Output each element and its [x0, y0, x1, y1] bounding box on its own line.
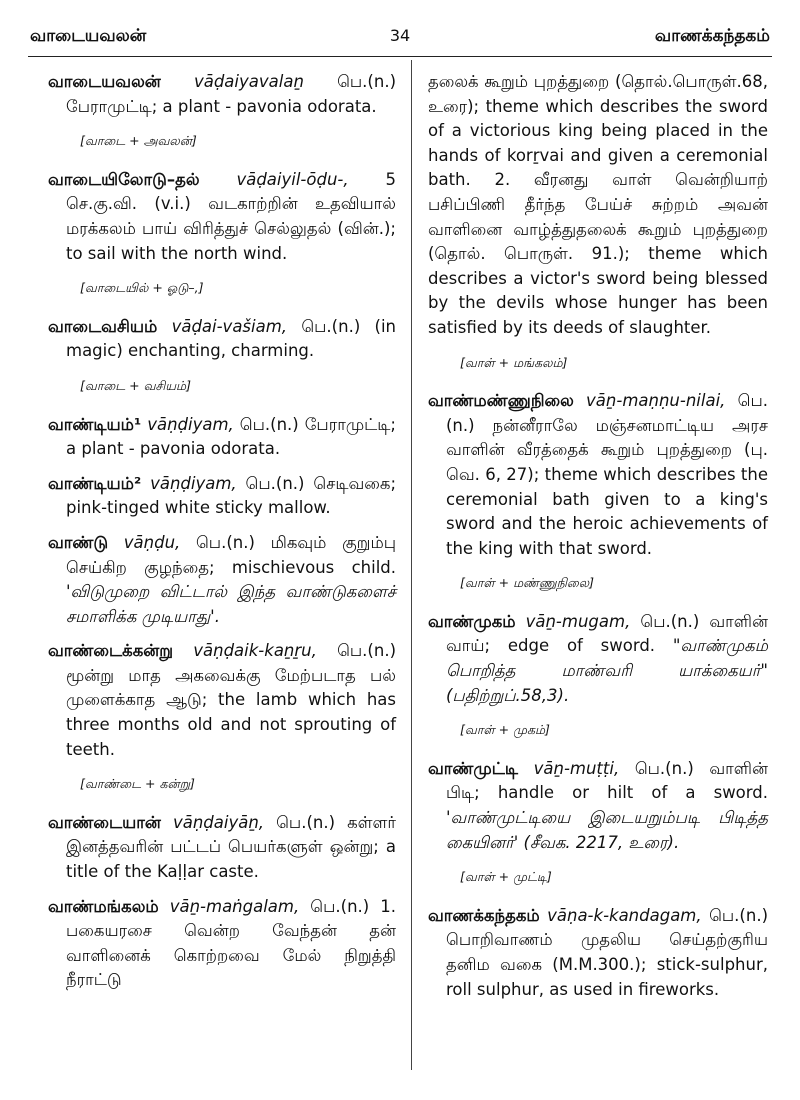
dictionary-entry: [48, 811, 396, 885]
headword: வாடையிலோடு–தல்: [48, 169, 200, 189]
headword: வாடைவசியம்: [48, 316, 158, 336]
headword: வாடையவலன்: [48, 72, 161, 91]
usage-quote: 'விடுமுறை விட்டால் இந்த வாண்டுகளைச் சமாளிக்க முடியாது'.: [66, 582, 396, 626]
part-of-speech: பெ.(n.): [337, 641, 397, 661]
dictionary-entry: [428, 389, 768, 561]
header-right-guideword: வாணக்கந்தகம்: [654, 26, 770, 46]
part-of-speech: பெ.(n.): [301, 316, 361, 336]
headword: வாண்மங்கலம்: [48, 896, 159, 916]
transliteration: vāṇḍaiyāṉ,: [172, 812, 265, 832]
part-of-speech: பெ.(n.): [310, 896, 370, 916]
headword: வாண்டையான்: [48, 812, 161, 832]
headword: வாண்முட்டி: [428, 758, 518, 778]
dictionary-entry: [428, 610, 768, 708]
part-of-speech: பெ.(n.): [276, 812, 336, 832]
header-rule: [28, 56, 772, 57]
dictionary-entry: [48, 315, 396, 364]
part-of-speech: பெ.(n.): [195, 532, 255, 552]
part-of-speech: 5 செ.கு.வி. (v.i.): [66, 169, 396, 214]
etymology: [வாடையில் + ஓடு–,]: [80, 280, 204, 296]
transliteration: vāṉ-maṇṇu-nilai,: [586, 391, 726, 411]
definition: வடகாற்றின் உதவியால் மரக்கலம் பாய் விரித்துச் செல்லுதல் (வின்.); to sail with the north wind.: [66, 194, 396, 263]
dictionary-entry: [428, 757, 768, 855]
dictionary-entry: [48, 70, 396, 119]
part-of-speech: பெ.(n.): [446, 391, 768, 435]
dictionary-entry: [48, 168, 396, 266]
transliteration: vāḍaiyil-ōḍu-,: [236, 169, 349, 189]
definition: செடிவகை; pink-tinged white sticky mallow.: [66, 473, 397, 518]
headword: வாண்மண்ணுநிலை: [428, 391, 574, 411]
definition: கள்ளர் இனத்தவரின் பட்டப் பெயர்களுள் ஒன்று; a title of the Kaḷḷar caste.: [66, 812, 397, 882]
transliteration: vāḍai-vašiam,: [171, 316, 288, 336]
definition: வாளின் வாய்; edge of sword.: [446, 611, 768, 656]
etymology: [வாள் + முட்டி]: [460, 869, 552, 885]
page-number: 34: [389, 26, 411, 45]
definition: (in magic) enchanting, charming.: [66, 316, 397, 361]
transliteration: vāṇḍiyam,: [147, 414, 234, 434]
transliteration: vāṇḍu,: [123, 532, 181, 552]
definition: மிகவும் குறும்பு செய்கிற குழந்தை; mischievous child.: [66, 532, 397, 577]
headword: வாண்டைக்கன்று: [48, 641, 174, 661]
etymology: [வாண்டை + கன்று]: [80, 776, 195, 792]
definition: வாளின் பிடி; handle or hilt of a sword.: [446, 758, 769, 803]
part-of-speech: பெ.(n.): [640, 611, 700, 631]
headword: வாணக்கந்தகம்: [428, 905, 540, 925]
part-of-speech: பெ.(n.): [239, 414, 299, 434]
transliteration: vāṇḍaik-kaṉṟu,: [193, 641, 317, 661]
column-divider: [411, 60, 412, 1070]
definition: மூன்று மாத அகவைக்கு மேற்படாத பல் முளைக்காத ஆடு; the lamb which has three months old and not sprouting of teeth.: [66, 665, 396, 759]
transliteration: vāṇḍiyam,: [150, 473, 237, 493]
part-of-speech: பெ.(n.): [245, 473, 305, 493]
dictionary-entry: [48, 413, 396, 462]
usage-quote: 'வாண்முட்டியை இடையறும்படி பிடித்த கையினர்' (சீவக. 2217, உரை).: [446, 808, 768, 852]
headword: வாண்டு: [48, 532, 109, 552]
usage-quote: "வாண்முகம் பொறித்த மாண்வரி யாக்கையர்" (பதிற்றுப்.58,3).: [446, 636, 768, 705]
entry-continuation: தலைக் கூறும் புறத்துறை (தொல்.பொருள்.68, உரை); theme which describes the sword of a victorious king being placed in the hands of korṟvai and given a ceremonial bath. 2. வீரனது வாள் வென்றியாற் பசிப்பிணி தீர்ந்த பேய்ச் சுற்றம் அவன் வாளினை வாழ்த்துதலைக் கூறும் புறத்துறை (தொல். பொருள். 91.); theme which describes a victor's sword being blessed by the devils whose hunger has been satisfied by its deeds of slaughter.: [428, 72, 768, 337]
right-column: [428, 70, 768, 1012]
part-of-speech: பெ.(n.): [709, 905, 769, 925]
left-column: [48, 70, 396, 1003]
etymology: [வாள் + முகம்]: [460, 722, 550, 738]
transliteration: vāṉ-maṅgalam,: [169, 896, 300, 916]
definition: நன்னீராலே மஞ்சனமாட்டிய அரச வாளின் வீரத்தைக் கூறும் புறத்துறை (பு. வெ. 6, 27); theme which describes the ceremonial bath given to a king's sword and the heroic achievements of the king with that sword.: [446, 415, 769, 558]
etymology: [வாள் + மங்கலம்]: [460, 354, 568, 370]
transliteration: vāṇa-k-kandagam,: [547, 905, 702, 925]
definition: பொறிவாணம் முதலிய செய்தற்குரிய தனிம வகை (M.M.300.); stick-sulphur, roll sulphur, as used in fireworks.: [446, 930, 768, 999]
dictionary-entry: [48, 895, 396, 993]
dictionary-entry: [428, 904, 768, 1002]
definition: பேராமுட்டி; a plant - pavonia odorata.: [66, 96, 377, 116]
definition: 1. பகையரசை வென்ற வேந்தன் தன் வாளினைக் கொற்றவை மேல் நிறுத்தி நீராட்டு: [66, 896, 396, 990]
headword: வாண்டியம்¹: [48, 414, 142, 434]
etymology: [வாடை + வசியம்]: [80, 377, 191, 393]
transliteration: vāṉ-mugam,: [525, 611, 631, 631]
part-of-speech: பெ.(n.): [634, 758, 694, 778]
dictionary-entry: [48, 639, 396, 762]
page-header: [30, 26, 770, 52]
transliteration: vāḍaiyavalaṉ: [193, 72, 304, 91]
dictionary-entry: [48, 531, 396, 629]
header-left-guideword: வாடையவலன்: [30, 26, 147, 46]
definition: பேராமுட்டி; a plant - pavonia odorata.: [66, 414, 396, 459]
etymology: [வாடை + அவலன்]: [80, 133, 197, 149]
part-of-speech: பெ.(n.): [337, 72, 397, 91]
dictionary-entry: [48, 472, 396, 521]
headword: வாண்முகம்: [428, 611, 516, 631]
headword: வாண்டியம்²: [48, 473, 142, 493]
etymology: [வாள் + மண்ணுநிலை]: [460, 575, 595, 591]
transliteration: vāṉ-muṭṭi,: [533, 758, 620, 778]
